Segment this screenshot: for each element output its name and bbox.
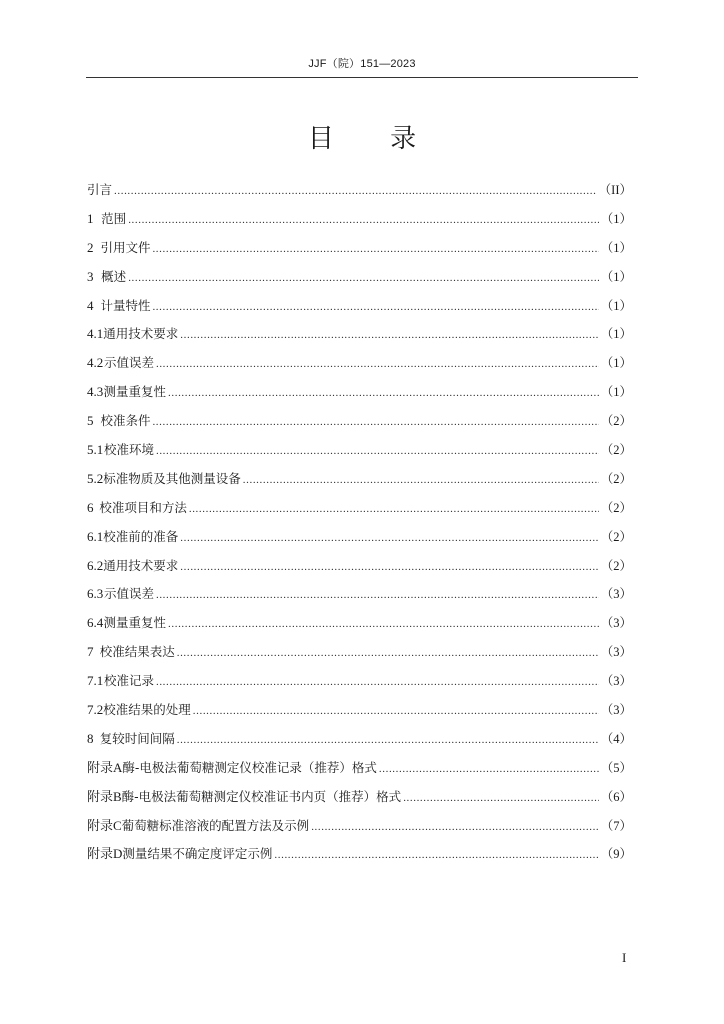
- toc-entry-number: 6.3: [87, 586, 104, 602]
- toc-entry[interactable]: [87, 465, 632, 494]
- toc-entry-label: 校准环境: [103, 442, 154, 458]
- toc-entry-label: 测量重复性: [103, 615, 167, 631]
- toc-dot-leader: [128, 206, 599, 235]
- toc-entry-label: 测量重复性: [103, 384, 167, 400]
- toc-entry-page: （1）: [600, 211, 632, 226]
- toc-entry-page: （1）: [600, 298, 632, 313]
- toc-entry-page: （2）: [600, 443, 632, 458]
- toc-entry[interactable]: [87, 552, 632, 581]
- toc-entry-page: （3）: [600, 616, 632, 631]
- toc-entry-page: （3）: [600, 587, 632, 602]
- toc-entry-page: （1）: [600, 269, 632, 284]
- toc-entry-number: 4: [87, 297, 94, 313]
- toc-entry[interactable]: [87, 320, 632, 349]
- toc-entry-label: 通用技术要求: [103, 326, 179, 342]
- toc-dot-leader: [128, 264, 599, 293]
- toc-entry-label: 校准结果的处理: [103, 702, 191, 718]
- toc-entry-label: 示值误差: [103, 355, 154, 371]
- page-number: I: [622, 950, 627, 965]
- toc-dot-leader: [168, 379, 599, 408]
- toc-dot-leader: [168, 610, 599, 639]
- table-of-contents: [87, 176, 632, 869]
- toc-entry[interactable]: [87, 696, 632, 725]
- toc-entry-label: 引用文件: [100, 239, 151, 255]
- toc-dot-leader: [156, 581, 599, 610]
- toc-dot-leader: [180, 321, 598, 350]
- toc-entry-number: 4.3: [87, 384, 104, 400]
- toc-entry-number: 4.2: [87, 355, 104, 371]
- toc-entry-label: 范围: [101, 210, 127, 226]
- toc-entry-label: 示值误差: [103, 586, 154, 602]
- toc-entry-page: （1）: [600, 385, 632, 400]
- toc-entry[interactable]: [87, 234, 632, 263]
- toc-entry[interactable]: [87, 754, 632, 783]
- toc-dot-leader: [180, 524, 598, 553]
- toc-entry-page: （7）: [600, 818, 632, 833]
- toc-entry[interactable]: [87, 292, 632, 321]
- toc-entry[interactable]: [87, 407, 632, 436]
- toc-dot-leader: [180, 553, 598, 582]
- toc-entry-number: 7.2: [87, 702, 104, 718]
- toc-entry-page: （2）: [600, 414, 632, 429]
- toc-entry[interactable]: [87, 667, 632, 696]
- toc-entry-number: 6.1: [87, 528, 104, 544]
- toc-entry[interactable]: [87, 263, 632, 292]
- toc-dot-leader: [152, 293, 598, 322]
- toc-dot-leader: [379, 755, 599, 784]
- toc-dot-leader: [177, 726, 599, 755]
- toc-entry-number: 附录A: [87, 759, 123, 775]
- toc-entry-label: 葡萄糖标准溶液的配置方法及示例: [121, 817, 310, 833]
- toc-entry-number: 4.1: [87, 326, 104, 342]
- toc-entry-label: 校准前的准备: [103, 528, 179, 544]
- toc-dot-leader: [403, 784, 599, 813]
- toc-entry-page: （6）: [600, 789, 632, 804]
- toc-dot-leader: [274, 841, 598, 870]
- toc-entry[interactable]: [87, 638, 632, 667]
- document-header: JJF（院）151—2023: [308, 58, 416, 70]
- toc-entry-number: 1: [87, 210, 94, 226]
- toc-entry-number: 附录D: [87, 846, 123, 862]
- toc-entry-label: 校准项目和方法: [99, 499, 187, 515]
- toc-dot-leader: [114, 177, 597, 206]
- toc-entry-page: （1）: [600, 327, 632, 342]
- toc-entry[interactable]: [87, 840, 632, 869]
- toc-entry-label: 酶-电极法葡萄糖测定仪校准记录（推荐）格式: [122, 759, 377, 775]
- toc-entry-label: 测量结果不确定度评定示例: [122, 846, 273, 862]
- toc-entry-number: 7: [87, 644, 94, 660]
- toc-entry-number: 6.4: [87, 615, 104, 631]
- toc-entry-number: 5.2: [87, 470, 104, 486]
- toc-dot-leader: [152, 235, 598, 264]
- toc-entry-label: 复较时间间隔: [99, 730, 175, 746]
- toc-dot-leader: [193, 697, 599, 726]
- toc-entry-number: 3: [87, 268, 94, 284]
- toc-entry[interactable]: [87, 523, 632, 552]
- toc-entry-number: 6: [87, 499, 94, 515]
- toc-entry[interactable]: [87, 812, 632, 841]
- toc-entry-label: 引言: [87, 182, 113, 197]
- toc-entry-page: （II）: [598, 183, 632, 197]
- toc-entry[interactable]: [87, 378, 632, 407]
- toc-entry-number: 8: [87, 730, 94, 746]
- toc-entry[interactable]: [87, 436, 632, 465]
- toc-entry[interactable]: [87, 176, 632, 205]
- toc-entry-label: 标准物质及其他测量设备: [103, 470, 241, 486]
- toc-entry-number: 附录B: [87, 788, 122, 804]
- toc-entry-label: 校准记录: [103, 673, 154, 689]
- toc-entry-number: 2: [87, 239, 94, 255]
- toc-entry-page: （9）: [600, 847, 632, 862]
- toc-entry[interactable]: [87, 205, 632, 234]
- toc-dot-leader: [156, 668, 599, 697]
- toc-entry-page: （2）: [600, 471, 632, 486]
- page-title: 目 录: [307, 124, 441, 154]
- toc-entry-page: （4）: [600, 731, 632, 746]
- toc-entry-page: （1）: [600, 356, 632, 371]
- toc-entry-label: 酶-电极法葡萄糖测定仪校准证书内页（推荐）格式: [121, 788, 402, 804]
- toc-dot-leader: [177, 639, 599, 668]
- toc-entry-number: 附录C: [87, 817, 122, 833]
- toc-entry-number: 5: [87, 413, 94, 429]
- toc-entry-page: （1）: [600, 240, 632, 255]
- toc-dot-leader: [311, 813, 599, 842]
- toc-dot-leader: [189, 495, 599, 524]
- toc-entry-number: 6.2: [87, 557, 104, 573]
- header-rule: [86, 77, 638, 78]
- toc-entry-page: （2）: [600, 529, 632, 544]
- toc-entry-page: （2）: [600, 500, 632, 515]
- toc-entry-label: 概述: [101, 268, 127, 284]
- toc-entry[interactable]: [87, 783, 632, 812]
- toc-dot-leader: [152, 408, 598, 437]
- toc-entry-number: 5.1: [87, 442, 104, 458]
- toc-entry[interactable]: [87, 349, 632, 378]
- toc-dot-leader: [156, 437, 599, 466]
- toc-entry-page: （3）: [600, 645, 632, 660]
- toc-entry-number: 7.1: [87, 673, 104, 689]
- toc-entry-label: 通用技术要求: [103, 557, 179, 573]
- toc-entry-page: （3）: [600, 674, 632, 689]
- toc-dot-leader: [156, 350, 599, 379]
- toc-dot-leader: [243, 466, 599, 495]
- toc-entry[interactable]: [87, 580, 632, 609]
- toc-entry-page: （5）: [600, 760, 632, 775]
- toc-entry[interactable]: [87, 494, 632, 523]
- toc-entry-label: 校准条件: [100, 413, 151, 429]
- toc-entry-page: （3）: [600, 703, 632, 718]
- toc-entry-label: 计量特性: [100, 297, 151, 313]
- toc-entry[interactable]: [87, 609, 632, 638]
- toc-entry-label: 校准结果表达: [99, 644, 175, 660]
- toc-entry[interactable]: [87, 725, 632, 754]
- toc-entry-page: （2）: [600, 558, 632, 573]
